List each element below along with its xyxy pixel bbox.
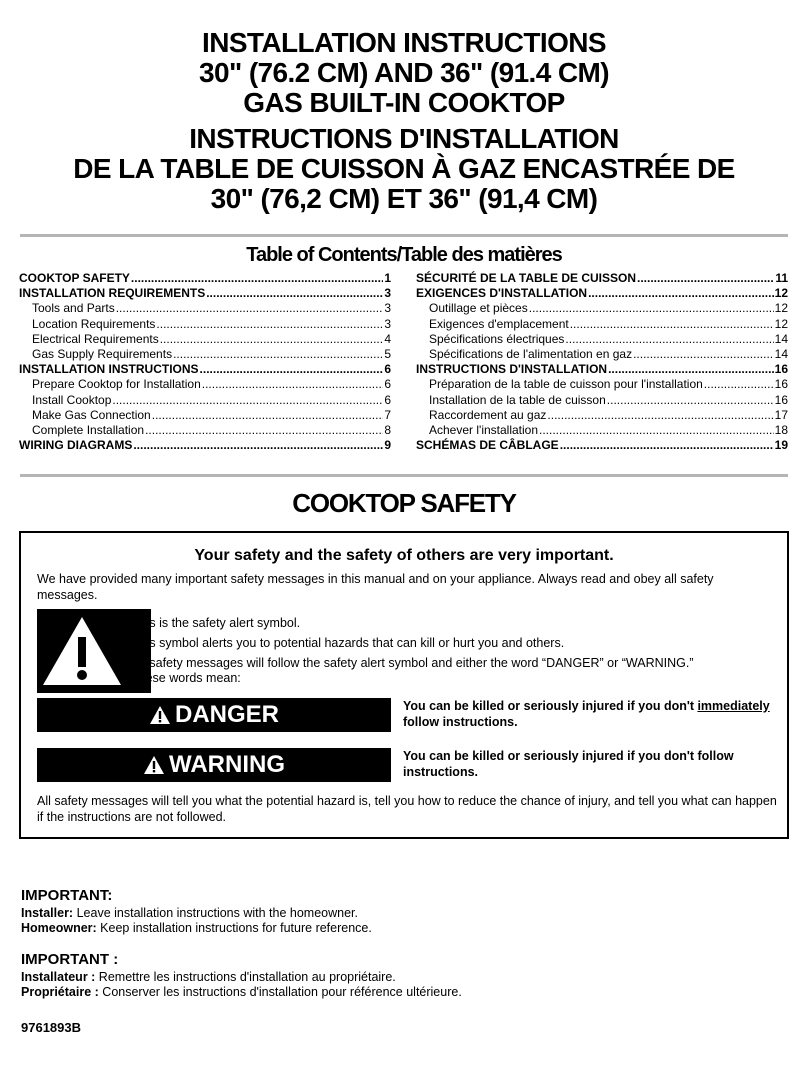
toc-entry[interactable] bbox=[416, 317, 788, 332]
toc-entry-title: Prepare Cooktop for Installation bbox=[32, 377, 201, 392]
toc-entry-title: WIRING DIAGRAMS bbox=[19, 438, 133, 453]
warning-banner bbox=[37, 748, 391, 782]
toc-leader-dots bbox=[112, 393, 383, 408]
toc-entry-title: Spécifications électriques bbox=[429, 331, 565, 346]
toc-entry-title: Préparation de la table de cuisson pour l'installation bbox=[429, 377, 703, 392]
toc-entry-title: Electrical Requirements bbox=[32, 331, 159, 346]
toc-leader-dots bbox=[529, 301, 774, 316]
safety-footer-text: All safety messages will tell you what the potential hazard is, tell you how to reduce the chance of injury, and tell you what can happen if the instructions are not followed. bbox=[37, 794, 777, 824]
toc-entry-page: 6 bbox=[384, 392, 391, 407]
toc-entry-title: EXIGENCES D'INSTALLATION bbox=[416, 286, 588, 301]
toc-leader-dots bbox=[560, 438, 774, 453]
toc-leader-dots bbox=[152, 408, 384, 423]
symbol-explanation bbox=[132, 613, 772, 686]
warning-label: WARNING bbox=[169, 751, 285, 778]
toc-leader-dots bbox=[200, 362, 384, 377]
danger-label: DANGER bbox=[174, 701, 279, 728]
installer-note bbox=[21, 906, 372, 921]
toc-entry-page: 16 bbox=[774, 362, 788, 377]
toc-entry[interactable] bbox=[416, 286, 788, 301]
toc-entry-title: Complete Installation bbox=[32, 423, 145, 438]
toc-entry-title: Spécifications de l'alimentation en gaz bbox=[429, 347, 633, 362]
homeowner-text: Keep installation instructions for future reference. bbox=[96, 921, 372, 935]
important-french bbox=[21, 951, 462, 1000]
toc-leader-dots bbox=[588, 286, 774, 301]
toc-entry-title: Outillage et pièces bbox=[429, 301, 528, 316]
toc-entry[interactable] bbox=[416, 362, 788, 377]
toc-entry[interactable] bbox=[19, 377, 391, 392]
installateur-text: Remettre les instructions d'installation au propriétaire. bbox=[95, 970, 396, 984]
toc-entry-title: Install Cooktop bbox=[32, 392, 112, 407]
toc-entry-title: Achever l'installation bbox=[429, 423, 539, 438]
toc-leader-dots bbox=[131, 271, 383, 286]
toc-entry-title: Location Requirements bbox=[32, 316, 156, 331]
toc-entry[interactable] bbox=[19, 271, 391, 286]
title-line-3: GAS BUILT-IN COOKTOP bbox=[243, 87, 565, 118]
toc-entry-page: 7 bbox=[384, 407, 391, 422]
homeowner-label: Homeowner: bbox=[21, 921, 97, 935]
installateur-note bbox=[21, 970, 462, 985]
toc-entry-page: 6 bbox=[384, 377, 391, 392]
toc-entry-page: 3 bbox=[384, 301, 391, 316]
toc-entry[interactable] bbox=[19, 301, 391, 316]
toc-entry[interactable] bbox=[416, 438, 788, 453]
toc-entry-title: Gas Supply Requirements bbox=[32, 347, 173, 362]
important-heading: IMPORTANT: bbox=[21, 887, 113, 904]
proprietaire-text: Conserver les instructions d'installation pour référence ultérieure. bbox=[98, 985, 462, 999]
toc-entry[interactable] bbox=[416, 377, 788, 392]
toc-entry[interactable] bbox=[416, 408, 788, 423]
toc-entry[interactable] bbox=[19, 393, 391, 408]
danger-banner bbox=[37, 698, 391, 732]
toc-entry-page: 8 bbox=[384, 423, 391, 438]
toc-leader-dots bbox=[637, 271, 774, 286]
toc-leader-dots bbox=[202, 377, 384, 392]
toc-entry[interactable] bbox=[416, 271, 788, 286]
toc-entry-page: 6 bbox=[384, 362, 391, 377]
toc-entry-title: Installation de la table de cuisson bbox=[429, 392, 606, 407]
section-title: COOKTOP SAFETY bbox=[292, 488, 516, 518]
toc-entry-title: INSTRUCTIONS D'INSTALLATION bbox=[416, 362, 608, 377]
toc-entry-page: 12 bbox=[774, 301, 788, 316]
toc-leader-dots bbox=[160, 332, 384, 347]
toc-leader-dots bbox=[133, 438, 383, 453]
document-number: 9761893B bbox=[21, 1020, 81, 1035]
toc-entry[interactable] bbox=[19, 286, 391, 301]
title-line-2: 30" (76.2 CM) AND 36" (91.4 CM) bbox=[199, 57, 609, 88]
toc-leader-dots bbox=[570, 317, 774, 332]
toc-entry[interactable] bbox=[416, 347, 788, 362]
toc-entry[interactable] bbox=[19, 438, 391, 453]
toc-entry[interactable] bbox=[19, 423, 391, 438]
toc-entry-page: 14 bbox=[774, 347, 788, 362]
toc-leader-dots bbox=[145, 423, 383, 438]
toc-leader-dots bbox=[633, 347, 774, 362]
toc-leader-dots bbox=[704, 377, 774, 392]
toc-entry-page: 14 bbox=[774, 331, 788, 346]
danger-description bbox=[403, 698, 779, 730]
toc-entry-page: 18 bbox=[774, 423, 788, 438]
toc-entry[interactable] bbox=[19, 362, 391, 377]
document-title bbox=[0, 28, 808, 214]
title-line-4: INSTRUCTIONS D'INSTALLATION bbox=[189, 123, 619, 154]
toc-english bbox=[19, 271, 391, 453]
toc-entry-title: Make Gas Connection bbox=[32, 407, 151, 422]
alert-triangle-icon bbox=[149, 705, 171, 725]
toc-title: Table of Contents/Table des matières bbox=[246, 244, 562, 266]
homeowner-note bbox=[21, 921, 372, 936]
symbol-line-2: This symbol alerts you to potential hazards that can kill or hurt you and others. bbox=[132, 636, 565, 650]
safety-box bbox=[19, 531, 789, 839]
important-heading-fr: IMPORTANT : bbox=[21, 951, 119, 968]
toc-leader-dots bbox=[116, 301, 384, 316]
toc-leader-dots bbox=[608, 362, 774, 377]
toc-entry-page: 11 bbox=[775, 271, 788, 285]
toc-entry-page: 5 bbox=[384, 347, 391, 362]
toc-leader-dots bbox=[173, 347, 383, 362]
toc-leader-dots bbox=[565, 332, 773, 347]
safety-intro: We have provided many important safety messages in this manual and on your appliance. Always read and obey all safety messages. bbox=[37, 572, 714, 602]
installer-text: Leave installation instructions with the homeowner. bbox=[73, 906, 358, 920]
title-line-6: 30" (76,2 CM) ET 36" (91,4 CM) bbox=[210, 183, 598, 214]
toc-leader-dots bbox=[547, 408, 773, 423]
toc-french bbox=[416, 271, 788, 453]
toc-entry[interactable] bbox=[19, 332, 391, 347]
symbol-line-4: These words mean: bbox=[131, 671, 241, 685]
toc-leader-dots bbox=[607, 393, 774, 408]
proprietaire-note bbox=[21, 985, 462, 1000]
alert-triangle-icon bbox=[143, 755, 165, 775]
toc-entry-page: 3 bbox=[384, 316, 391, 331]
toc-entry[interactable] bbox=[416, 393, 788, 408]
toc-entry-title: Exigences d'emplacement bbox=[429, 316, 569, 331]
installer-label: Installer: bbox=[21, 906, 74, 920]
installateur-label: Installateur : bbox=[21, 970, 96, 984]
toc-entry-title: Raccordement au gaz bbox=[429, 407, 547, 422]
proprietaire-label: Propriétaire : bbox=[21, 985, 99, 999]
toc-entry[interactable] bbox=[19, 408, 391, 423]
toc-entry-page: 9 bbox=[384, 438, 391, 453]
toc-entry-page: 17 bbox=[774, 407, 788, 422]
toc-entry[interactable] bbox=[19, 347, 391, 362]
safety-heading: Your safety and the safety of others are very important. bbox=[194, 547, 614, 564]
toc-divider bbox=[20, 474, 788, 477]
toc-entry-page: 19 bbox=[774, 438, 788, 453]
toc-entry-title: SCHÉMAS DE CÂBLAGE bbox=[416, 438, 559, 453]
toc-entry-page: 3 bbox=[384, 286, 391, 301]
toc-leader-dots bbox=[206, 286, 383, 301]
toc-entry-page: 1 bbox=[384, 271, 391, 285]
toc-entry-title: COOKTOP SAFETY bbox=[19, 271, 130, 285]
toc-entry-title: INSTALLATION INSTRUCTIONS bbox=[19, 362, 199, 377]
danger-text: You can be killed or seriously injured if you don't bbox=[403, 699, 698, 713]
toc-entry[interactable] bbox=[416, 332, 788, 347]
title-line-1: INSTALLATION INSTRUCTIONS bbox=[202, 27, 606, 58]
top-divider bbox=[20, 234, 788, 237]
toc-leader-dots bbox=[156, 317, 383, 332]
toc-entry-title: Tools and Parts bbox=[32, 301, 115, 316]
toc-entry-title: INSTALLATION REQUIREMENTS bbox=[19, 286, 206, 301]
toc-entry[interactable] bbox=[19, 317, 391, 332]
title-line-5: DE LA TABLE DE CUISSON À GAZ ENCASTRÉE DE bbox=[73, 153, 735, 184]
warning-description: You can be killed or seriously injured if you don't follow instructions. bbox=[403, 749, 734, 779]
danger-emphasis: immediately bbox=[697, 699, 770, 713]
toc-entry-page: 12 bbox=[774, 316, 788, 331]
important-english bbox=[21, 887, 372, 936]
toc-entry-title: SÉCURITÉ DE LA TABLE DE CUISSON bbox=[416, 271, 637, 285]
symbol-line-3: All safety messages will follow the safety alert symbol and either the word “DANGER” or “WARNING.” bbox=[132, 656, 694, 670]
toc-leader-dots bbox=[539, 423, 774, 438]
toc-entry[interactable] bbox=[416, 423, 788, 438]
toc-entry-page: 4 bbox=[384, 331, 391, 346]
danger-text-end: follow instructions. bbox=[403, 715, 518, 729]
toc-entry-page: 16 bbox=[774, 392, 788, 407]
toc-entry-page: 12 bbox=[774, 286, 788, 301]
symbol-line-1: This is the safety alert symbol. bbox=[132, 616, 301, 630]
toc-entry-page: 16 bbox=[774, 377, 788, 392]
toc-entry[interactable] bbox=[416, 301, 788, 316]
